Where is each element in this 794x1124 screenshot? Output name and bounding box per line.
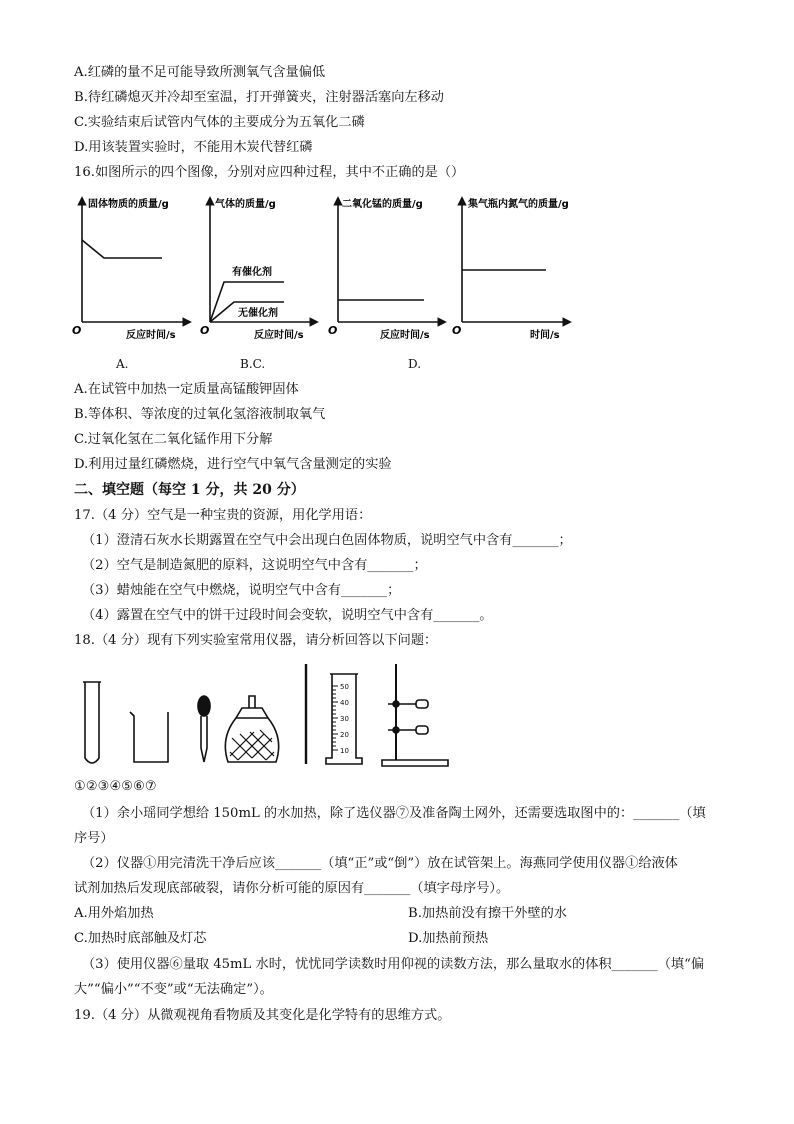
q15-option-c: C.实验结束后试管内气体的主要成分为五氧化二磷 bbox=[74, 115, 365, 130]
section-2-title: 二、填空题（每空 1 分，共 20 分） bbox=[74, 482, 305, 498]
q15-option-a: A.红磷的量不足可能导致所测氧气含量偏低 bbox=[74, 65, 326, 80]
cylinder-mark-20: 20 bbox=[340, 731, 349, 739]
graph-c-origin: O bbox=[328, 324, 338, 337]
graph-a bbox=[72, 197, 190, 341]
graph-b bbox=[200, 197, 317, 341]
cylinder-mark-50: 50 bbox=[340, 683, 349, 691]
graph-label-a: A. bbox=[116, 357, 129, 371]
q17-stem: 17.（4 分）空气是一种宝贵的资源，用化学用语： bbox=[74, 508, 372, 523]
q18-part3-line2: 大”“偏小”“不变”或“无法确定”）。 bbox=[74, 982, 273, 997]
graph-b-xlabel: 反应时间/s bbox=[254, 330, 304, 341]
graph-d-xlabel: 时间/s bbox=[530, 330, 560, 341]
q18-instrument-numbers: ①②③④⑤⑥⑦ bbox=[74, 779, 157, 794]
cylinder-mark-30: 30 bbox=[340, 715, 349, 723]
q18-part1-line1: （1）余小瑶同学想给 150mL 的水加热，除了选仪器⑦及准备陶土网外，还需要选取图中的：_______（填 bbox=[82, 806, 706, 821]
graph-label-bc: B.C. bbox=[240, 357, 266, 371]
q18-option-c: C.加热时底部触及灯芯 bbox=[74, 931, 207, 946]
q17-item-2: （2）空气是制造氮肥的原料，这说明空气中含有_______； bbox=[82, 558, 427, 573]
q16-option-b: B.等体积、等浓度的过氧化氢溶液制取氧气 bbox=[74, 407, 326, 422]
graph-b-label-catalyst: 有催化剂 bbox=[232, 267, 272, 278]
q18-part2-line1: （2）仪器①用完清洗干净后应该_______（填“正”或“倒”）放在试管架上。海燕同学使用仪器①给液体 bbox=[82, 856, 678, 871]
q16-option-d: D.利用过量红磷燃烧，进行空气中氧气含量测定的实验 bbox=[74, 457, 392, 472]
graph-a-xlabel: 反应时间/s bbox=[126, 330, 176, 341]
graph-c bbox=[328, 197, 445, 341]
q16-option-a: A.在试管中加热一定质量高锰酸钾固体 bbox=[74, 382, 299, 397]
graph-a-curve bbox=[82, 240, 162, 258]
q17-item-1: （1）澄清石灰水长期露置在空气中会出现白色固体物质，说明空气中含有_______； bbox=[82, 533, 572, 548]
q16-graphs bbox=[62, 190, 582, 350]
dropper-bulb-icon bbox=[198, 696, 210, 716]
q17-item-3: （3）蜡烛能在空气中燃烧，说明空气中含有_______； bbox=[82, 583, 401, 598]
alcohol-lamp-wick-icon bbox=[249, 696, 255, 708]
q18-part2-line2: 试剂加热后发现底部破裂，请你分析可能的原因有_______（填字母序号）。 bbox=[74, 881, 510, 896]
alcohol-lamp-cap bbox=[236, 708, 268, 718]
graph-c-ylabel: 二氧化锰的质量/g bbox=[342, 199, 423, 210]
iron-stand-clamp-screw-lower bbox=[393, 727, 399, 733]
graph-a-ylabel: 固体物质的质量/g bbox=[88, 199, 169, 210]
q18-instruments bbox=[70, 660, 460, 770]
graph-d bbox=[452, 197, 570, 341]
cylinder-mark-10: 10 bbox=[340, 747, 349, 755]
q19-stem: 19.（4 分）从微观视角看物质及其变化是化学特有的思维方式。 bbox=[74, 1008, 451, 1023]
iron-stand-clamp-head-upper bbox=[416, 700, 428, 708]
alcohol-lamp-pattern bbox=[230, 730, 274, 760]
graph-a-origin: O bbox=[72, 324, 82, 337]
q18-part3-line1: （3）使用仪器⑥量取 45mL 水时，忧忧同学读数时用仰视的读数方法，那么量取水的体积_______（填“偏 bbox=[82, 957, 705, 972]
q15-option-d: D.用该装置实验时，不能用木炭代替红磷 bbox=[74, 140, 313, 155]
q18-option-a: A.用外焰加热 bbox=[74, 906, 154, 921]
graph-d-ylabel: 集气瓶内氮气的质量/g bbox=[468, 199, 569, 210]
q18-option-d: D.加热前预热 bbox=[408, 931, 489, 946]
q15-option-b: B.待红磷熄灭并冷却至室温，打开弹簧夹，注射器活塞向左移动 bbox=[74, 90, 444, 105]
q18-part1-line2: 序号） bbox=[74, 831, 114, 846]
dropper-icon bbox=[201, 716, 207, 762]
q16-graphs-svg bbox=[62, 190, 582, 350]
q16-stem: 16.如图所示的四个图像，分别对应四种过程，其中不正确的是（） bbox=[74, 165, 465, 180]
iron-stand-clamp-head-lower bbox=[416, 726, 428, 734]
graph-d-origin: O bbox=[452, 324, 462, 337]
beaker-icon bbox=[130, 712, 168, 762]
graph-b-label-no-catalyst: 无催化剂 bbox=[238, 308, 278, 319]
graph-label-d: D. bbox=[408, 357, 422, 371]
test-tube-icon bbox=[85, 682, 99, 763]
q18-instruments-svg bbox=[70, 660, 460, 770]
graph-b-ylabel: 气体的质量/g bbox=[215, 199, 276, 210]
cylinder-mark-40: 40 bbox=[340, 699, 349, 707]
graduated-cylinder-ticks bbox=[332, 686, 338, 750]
iron-stand-base-icon bbox=[382, 760, 448, 766]
graph-c-xlabel: 反应时间/s bbox=[380, 330, 430, 341]
q18-option-b: B.加热前没有擦干外壁的水 bbox=[408, 906, 567, 921]
q17-item-4: （4）露置在空气中的饼干过段时间会变软，说明空气中含有_______。 bbox=[82, 608, 493, 623]
q18-stem: 18.（4 分）现有下列实验室常用仪器，请分析回答以下问题： bbox=[74, 633, 438, 648]
q16-option-c: C.过氧化氢在二氧化锰作用下分解 bbox=[74, 432, 273, 447]
iron-stand-clamp-screw-upper bbox=[393, 701, 399, 707]
graph-b-origin: O bbox=[200, 324, 210, 337]
